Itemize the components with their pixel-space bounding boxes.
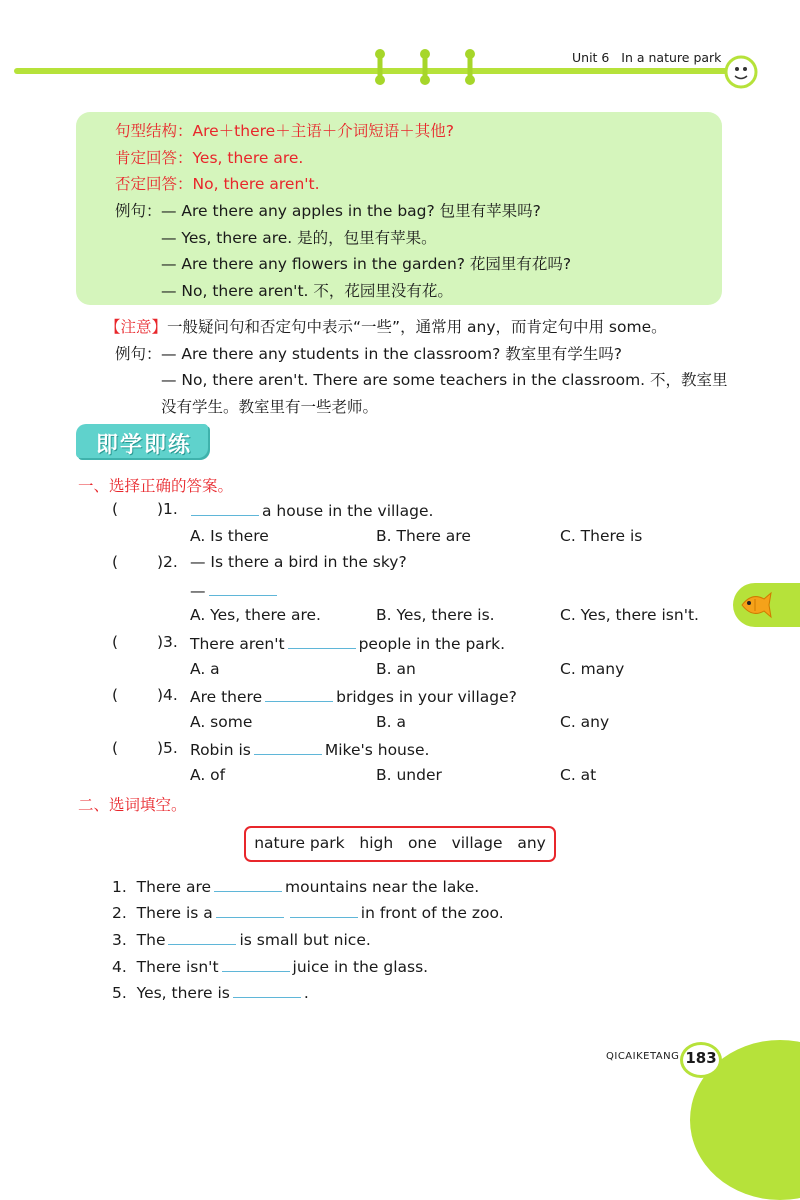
note-example-line: — Are there any students in the classroom? 教室里有学生吗?: [161, 345, 623, 363]
option-a[interactable]: A. Yes, there are.: [190, 606, 321, 624]
structure-label: 句型结构：: [115, 122, 193, 140]
option-b[interactable]: B. under: [376, 766, 442, 784]
fill-post: mountains near the lake.: [285, 878, 480, 896]
answer-blank[interactable]: [214, 876, 282, 892]
question-number: )3.: [157, 633, 178, 651]
example-line: — Are there any apples in the bag? 包里有苹果吗?: [161, 202, 541, 220]
unit-title: In a nature park: [621, 50, 722, 65]
fill-item: [112, 902, 504, 922]
structure-text: Are＋there＋主语＋介词短语＋其他?: [192, 122, 454, 140]
question-number: )2.: [157, 553, 178, 571]
footer-brand: QICAIKETANG: [606, 1051, 680, 1062]
answer-paren[interactable]: (: [112, 686, 119, 704]
question-post: Mike's house.: [324, 741, 430, 759]
answer-blank[interactable]: [233, 982, 301, 998]
option-a[interactable]: A. Is there: [190, 527, 269, 545]
unit-number: Unit 6: [572, 50, 610, 65]
answer-blank[interactable]: [254, 739, 322, 755]
question-post: a house in the village.: [262, 502, 434, 520]
answer-blank[interactable]: [216, 902, 284, 918]
fill-item: [112, 876, 479, 896]
answer-blank[interactable]: [265, 686, 333, 702]
option-c[interactable]: C. at: [560, 766, 597, 784]
section1-title: 一、选择正确的答案。: [78, 477, 234, 495]
positive-line: [115, 146, 303, 168]
answer-paren[interactable]: (: [112, 553, 119, 571]
word-bank: nature park high one village any: [254, 834, 546, 852]
option-b[interactable]: B. Yes, there is.: [376, 606, 495, 624]
fill-pre: There are: [136, 878, 212, 896]
fill-pre: Yes, there is: [136, 984, 230, 1002]
fill-number: 4.: [112, 958, 127, 976]
fill-pre: There isn't: [136, 958, 219, 976]
note-example-label: 例句：: [115, 345, 162, 363]
negative-text: No, there aren't.: [192, 175, 320, 193]
question-pre: There aren't: [190, 635, 285, 653]
example-line: — No, there aren't. 不，花园里没有花。: [161, 282, 453, 300]
question-number: )1.: [157, 500, 178, 518]
fill-pre: There is a: [136, 904, 213, 922]
question-pre: Robin is: [190, 741, 251, 759]
question-text: — Is there a bird in the sky?: [190, 553, 407, 571]
answer-dash: —: [190, 582, 206, 600]
option-a[interactable]: A. some: [190, 713, 253, 731]
option-c[interactable]: C. Yes, there isn't.: [560, 606, 699, 624]
fill-number: 1.: [112, 878, 127, 896]
option-c[interactable]: C. any: [560, 713, 610, 731]
question-text: [190, 739, 429, 759]
fill-post: juice in the glass.: [292, 958, 429, 976]
option-b[interactable]: B. a: [376, 713, 406, 731]
answer-blank[interactable]: [191, 500, 259, 516]
note-example-line: 没有学生。教室里有一些老师。: [161, 398, 379, 416]
negative-line: [115, 172, 320, 194]
section2-title: 二、选词填空。: [78, 796, 187, 814]
mascot-icon: [724, 55, 758, 89]
fill-post: .: [303, 984, 309, 1002]
note-line: [105, 315, 667, 337]
fill-item: [112, 982, 309, 1002]
question-post: people in the park.: [358, 635, 506, 653]
fill-item: [112, 956, 428, 976]
fill-pre: The: [136, 931, 166, 949]
practice-banner-text: 即学即练: [96, 433, 193, 458]
fill-post: is small but nice.: [239, 931, 371, 949]
fill-post: in front of the zoo.: [360, 904, 504, 922]
answer-blank[interactable]: [168, 929, 236, 945]
answer-paren[interactable]: (: [112, 633, 119, 651]
structure-line: [115, 119, 454, 141]
note-tag: 【注意】: [105, 318, 168, 336]
answer-line: [190, 580, 280, 600]
answer-paren[interactable]: (: [112, 500, 119, 518]
question-text: [190, 633, 505, 653]
positive-text: Yes, there are.: [192, 149, 304, 167]
positive-label: 肯定回答：: [115, 149, 193, 167]
example-line: — Yes, there are. 是的，包里有苹果。: [161, 229, 437, 247]
answer-blank[interactable]: [290, 902, 358, 918]
fish-icon: [738, 589, 772, 621]
option-b[interactable]: B. an: [376, 660, 416, 678]
answer-blank[interactable]: [222, 956, 290, 972]
question-text: [190, 686, 517, 706]
option-a[interactable]: A. of: [190, 766, 226, 784]
option-c[interactable]: C. many: [560, 660, 625, 678]
negative-label: 否定回答：: [115, 175, 193, 193]
fill-number: 5.: [112, 984, 127, 1002]
question-pre: Are there: [190, 688, 263, 706]
option-b[interactable]: B. There are: [376, 527, 471, 545]
question-post: bridges in your village?: [336, 688, 517, 706]
question-number: )5.: [157, 739, 178, 757]
option-a[interactable]: A. a: [190, 660, 220, 678]
page-number: 183: [685, 1049, 717, 1067]
answer-blank[interactable]: [288, 633, 356, 649]
fill-number: 3.: [112, 931, 127, 949]
example-line: — Are there any flowers in the garden? 花园里有花吗?: [161, 255, 572, 273]
fill-number: 2.: [112, 904, 127, 922]
option-c[interactable]: C. There is: [560, 527, 643, 545]
answer-paren[interactable]: (: [112, 739, 119, 757]
binder-rings-icon: [370, 46, 490, 88]
fill-item: [112, 929, 371, 949]
example-label: 例句：: [115, 202, 162, 220]
unit-header: [572, 50, 721, 65]
answer-blank[interactable]: [209, 580, 277, 596]
question-text: [188, 500, 433, 520]
question-number: )4.: [157, 686, 178, 704]
note-text: 一般疑问句和否定句中表示“一些”，通常用 any，而肯定句中用 some。: [167, 318, 667, 336]
note-example-line: — No, there aren't. There are some teachers in the classroom. 不，教室里: [161, 371, 728, 389]
